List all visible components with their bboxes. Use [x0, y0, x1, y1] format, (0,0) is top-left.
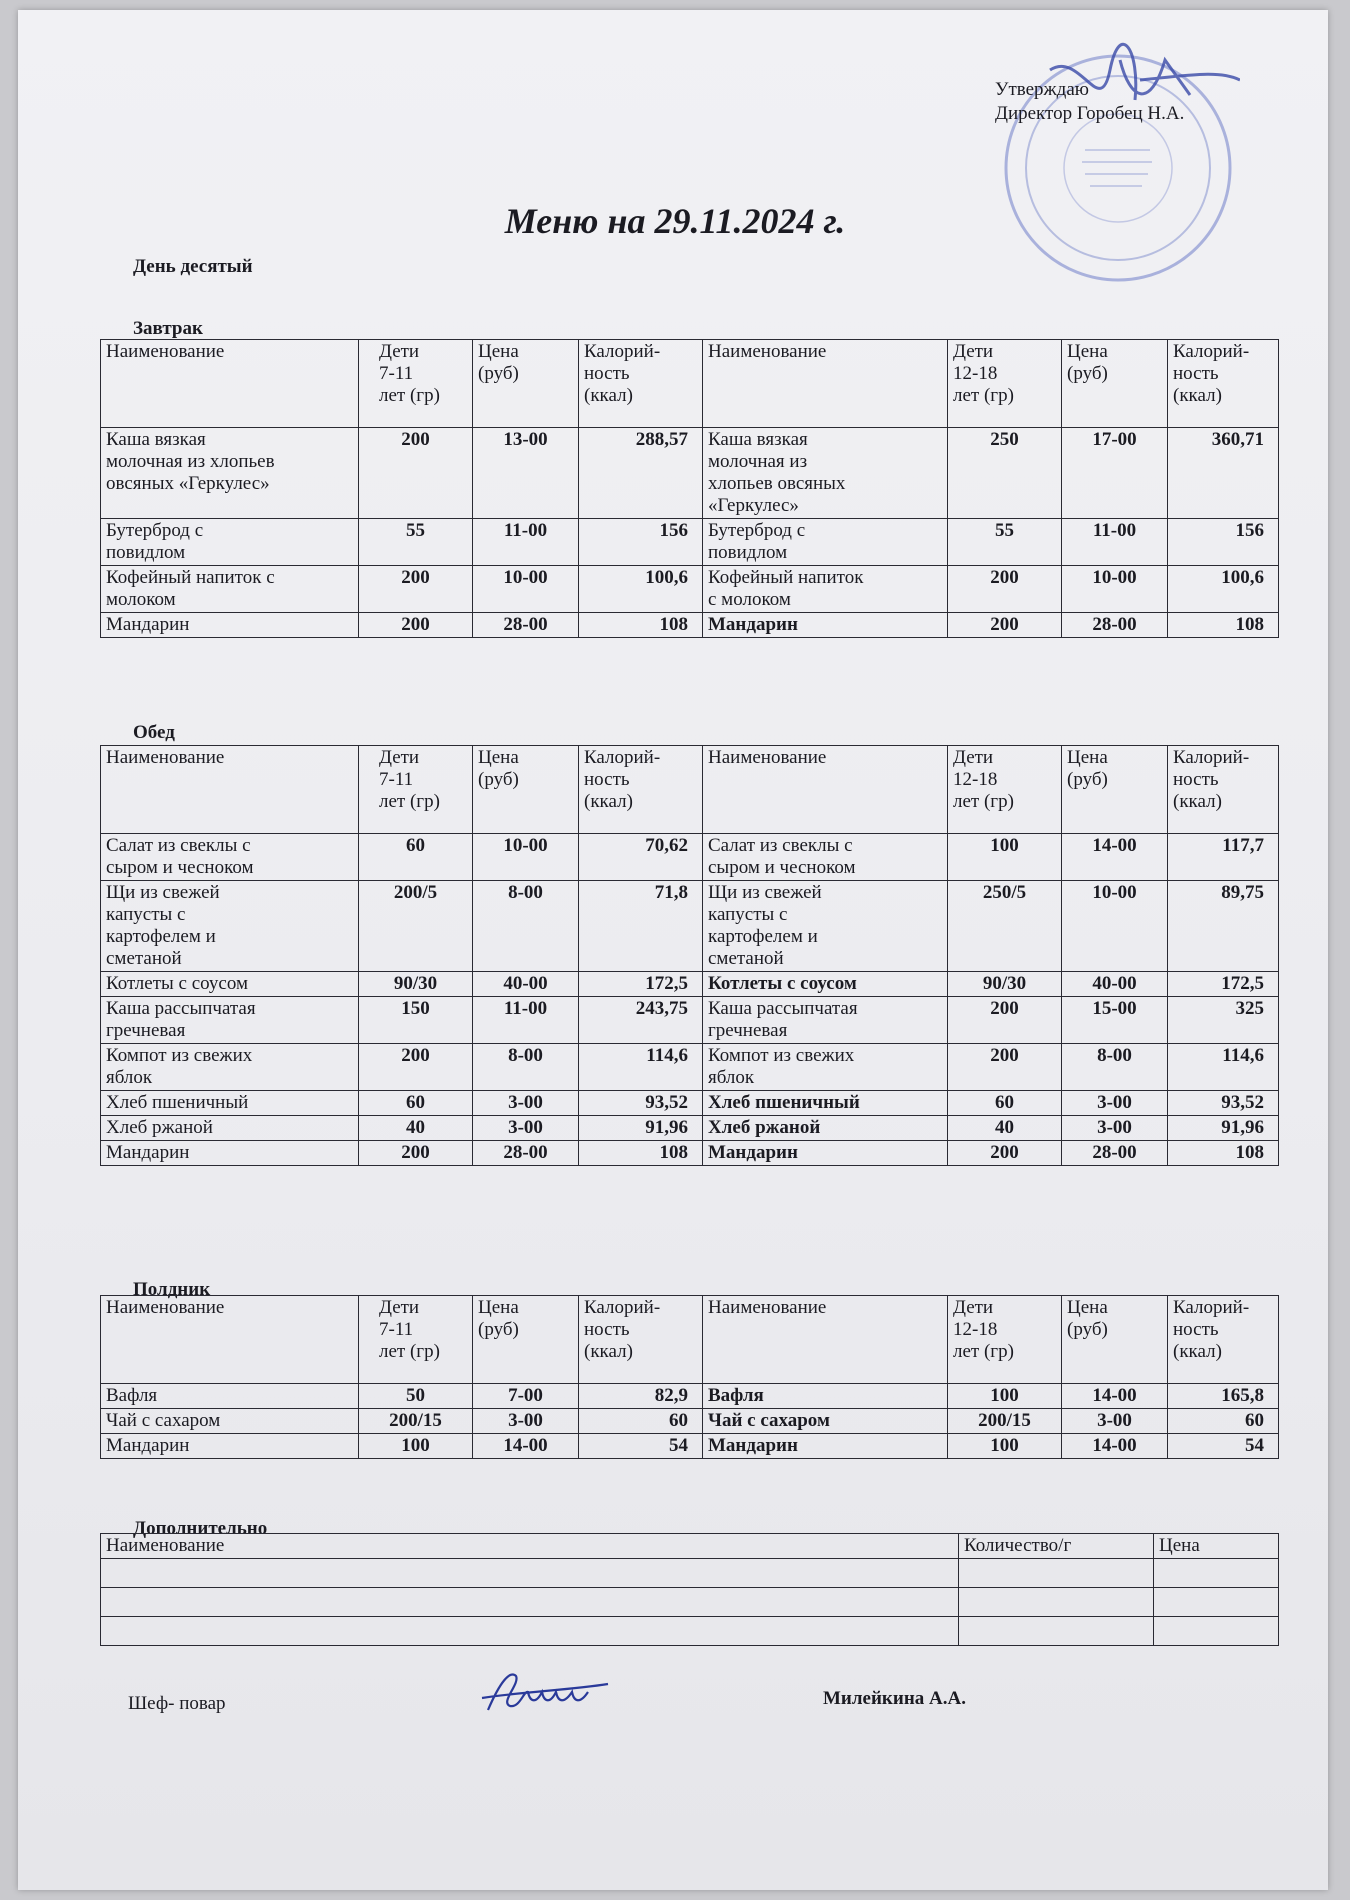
column-header — [948, 746, 1062, 834]
cell-line: лет (гр) — [953, 791, 1014, 812]
kcal-12-18: 108 — [1168, 613, 1279, 638]
kcal-12-18: 117,7 — [1168, 834, 1279, 881]
cell-line: Бутерброд с — [106, 520, 204, 541]
dish-name-12-18 — [703, 1434, 948, 1459]
cell-line: лет (гр) — [379, 1341, 440, 1362]
kcal-12-18: 89,75 — [1168, 881, 1279, 972]
cell-line: яблок — [708, 1067, 755, 1088]
cell-line: 12-18 — [953, 769, 998, 790]
cell-line: Мандарин — [708, 614, 798, 635]
cell-line: Каша вязкая — [106, 429, 206, 450]
price-7-11: 10-00 — [473, 834, 579, 881]
cell-line: Цена — [1067, 1297, 1108, 1318]
dish-name-7-11 — [101, 566, 359, 613]
cell-line: Дети — [953, 1297, 994, 1318]
cell-line: (руб) — [478, 363, 519, 384]
dish-name-12-18 — [703, 1384, 948, 1409]
column-header — [359, 340, 473, 428]
column-header — [579, 746, 703, 834]
cell-line: Калорий- — [584, 341, 661, 362]
price-7-11: 28-00 — [473, 613, 579, 638]
dish-name-12-18 — [703, 834, 948, 881]
kcal-12-18: 156 — [1168, 519, 1279, 566]
column-header — [1168, 746, 1279, 834]
column-header — [1168, 1296, 1279, 1384]
dish-name-12-18 — [703, 519, 948, 566]
table-row — [101, 519, 1279, 566]
cell-line: 7-11 — [379, 363, 414, 384]
cell-line: с молоком — [708, 589, 791, 610]
cell-line: Хлеб пшеничный — [106, 1092, 249, 1113]
cell-line: капусты с — [106, 904, 186, 925]
price-7-11: 40-00 — [473, 972, 579, 997]
cell-line: Салат из свеклы с — [106, 835, 251, 856]
portion-7-11: 100 — [359, 1434, 473, 1459]
column-header — [359, 746, 473, 834]
price-12-18: 14-00 — [1062, 834, 1168, 881]
cell-line: сыром и чесноком — [106, 857, 254, 878]
price-12-18: 8-00 — [1062, 1044, 1168, 1091]
cell-line: ность — [584, 363, 630, 384]
cell-line: Мандарин — [708, 1435, 798, 1456]
chef-signature-icon — [480, 1662, 610, 1722]
kcal-7-11: 114,6 — [579, 1044, 703, 1091]
price-12-18: 11-00 — [1062, 519, 1168, 566]
extra-table — [100, 1533, 1279, 1646]
price-7-11: 8-00 — [473, 881, 579, 972]
price-7-11: 3-00 — [473, 1091, 579, 1116]
portion-12-18: 40 — [948, 1116, 1062, 1141]
portion-7-11: 40 — [359, 1116, 473, 1141]
price-7-11: 11-00 — [473, 997, 579, 1044]
cell-line: Вафля — [106, 1385, 158, 1406]
price-12-18: 28-00 — [1062, 1141, 1168, 1166]
cell-line: гречневая — [106, 1020, 186, 1041]
price-7-11: 3-00 — [473, 1116, 579, 1141]
cell-line: Мандарин — [106, 1142, 190, 1163]
cell-line: сметаной — [708, 948, 784, 969]
cell-line: ность — [584, 769, 630, 790]
portion-7-11: 200 — [359, 566, 473, 613]
portion-7-11: 50 — [359, 1384, 473, 1409]
dish-name-7-11 — [101, 997, 359, 1044]
cell-line: хлопьев овсяных — [708, 473, 846, 494]
cell-line: 7-11 — [379, 1319, 414, 1340]
column-header: Количество/г — [959, 1534, 1154, 1559]
dish-name-12-18 — [703, 613, 948, 638]
dish-name-7-11 — [101, 1384, 359, 1409]
price-12-18: 10-00 — [1062, 566, 1168, 613]
cell-line: (ккал) — [584, 1341, 633, 1362]
column-header — [1168, 340, 1279, 428]
cell-line: Дети — [953, 341, 994, 362]
portion-7-11: 60 — [359, 834, 473, 881]
price-12-18: 3-00 — [1062, 1116, 1168, 1141]
price-12-18: 10-00 — [1062, 881, 1168, 972]
column-header: Наименование — [101, 1534, 959, 1559]
cell-line: Цена — [478, 1297, 519, 1318]
cell-line: Котлеты с соусом — [106, 973, 249, 994]
cell-line: Компот из свежих — [106, 1045, 253, 1066]
dish-name-7-11 — [101, 519, 359, 566]
table-row — [101, 1384, 1279, 1409]
chef-role: Шеф- повар — [128, 1693, 226, 1714]
cell-line: Чай с сахаром — [708, 1410, 830, 1431]
section-title-extra: Дополнительно — [133, 1518, 268, 1539]
cell-line: Дети — [379, 1297, 420, 1318]
column-header — [948, 340, 1062, 428]
dish-name-7-11 — [101, 1091, 359, 1116]
dish-name-12-18 — [703, 1116, 948, 1141]
dish-name-7-11 — [101, 1044, 359, 1091]
cell-line: Котлеты с соусом — [708, 973, 857, 994]
cell-line: лет (гр) — [379, 791, 440, 812]
table-row — [101, 1044, 1279, 1091]
table-row — [101, 1116, 1279, 1141]
table-row — [101, 1434, 1279, 1459]
cell-line: Хлеб ржаной — [106, 1117, 213, 1138]
kcal-12-18: 91,96 — [1168, 1116, 1279, 1141]
cell-line: 12-18 — [953, 363, 998, 384]
portion-7-11: 200 — [359, 1044, 473, 1091]
cell-line: Компот из свежих — [708, 1045, 855, 1066]
cell-line: Чай с сахаром — [106, 1410, 221, 1431]
cell-line: сметаной — [106, 948, 182, 969]
cell-line: ность — [1173, 1319, 1219, 1340]
cell-line: Бутерброд с — [708, 520, 806, 541]
day-label: День десятый — [133, 256, 253, 277]
price-7-11: 10-00 — [473, 566, 579, 613]
cell-line: (ккал) — [584, 385, 633, 406]
price-7-11: 14-00 — [473, 1434, 579, 1459]
price-12-18: 15-00 — [1062, 997, 1168, 1044]
table-row — [101, 997, 1279, 1044]
kcal-12-18: 60 — [1168, 1409, 1279, 1434]
cell-line: Хлеб пшеничный — [708, 1092, 860, 1113]
cell-line: молочная из — [708, 451, 808, 472]
portion-7-11: 150 — [359, 997, 473, 1044]
column-header — [473, 1296, 579, 1384]
approval-director: Директор Горобец Н.А. — [995, 103, 1185, 124]
dish-name-7-11 — [101, 1434, 359, 1459]
kcal-7-11: 108 — [579, 613, 703, 638]
cell-line: (руб) — [478, 1319, 519, 1340]
kcal-12-18: 360,71 — [1168, 428, 1279, 519]
table-header-row — [101, 746, 1279, 834]
table-row — [101, 613, 1279, 638]
price-7-11: 11-00 — [473, 519, 579, 566]
kcal-12-18: 165,8 — [1168, 1384, 1279, 1409]
dish-name-7-11 — [101, 428, 359, 519]
kcal-7-11: 288,57 — [579, 428, 703, 519]
menu-table — [100, 745, 1279, 1166]
column-header — [948, 1296, 1062, 1384]
portion-12-18: 100 — [948, 1434, 1062, 1459]
price-12-18: 3-00 — [1062, 1091, 1168, 1116]
cell-line: 7-11 — [379, 769, 414, 790]
portion-12-18: 200 — [948, 1141, 1062, 1166]
dish-name-12-18 — [703, 1044, 948, 1091]
table-row — [101, 881, 1279, 972]
table-row — [101, 1559, 1279, 1588]
cell-line: лет (гр) — [953, 1341, 1014, 1362]
portion-12-18: 200/15 — [948, 1409, 1062, 1434]
cell-line: Каша вязкая — [708, 429, 808, 450]
kcal-7-11: 172,5 — [579, 972, 703, 997]
price-7-11: 28-00 — [473, 1141, 579, 1166]
cell-line: Мандарин — [106, 1435, 190, 1456]
cell-line: гречневая — [708, 1020, 788, 1041]
cell-line: картофелем и — [708, 926, 818, 947]
column-header — [1062, 1296, 1168, 1384]
price-7-11: 7-00 — [473, 1384, 579, 1409]
menu-table — [100, 339, 1279, 638]
dish-name-12-18 — [703, 1091, 948, 1116]
cell-line: Кофейный напиток — [708, 567, 864, 588]
price-12-18: 3-00 — [1062, 1409, 1168, 1434]
cell-line: (руб) — [1067, 1319, 1108, 1340]
approval-line: Утверждаю — [995, 79, 1089, 100]
kcal-7-11: 100,6 — [579, 566, 703, 613]
portion-7-11: 200/5 — [359, 881, 473, 972]
cell-line: Щи из свежей — [708, 882, 822, 903]
approval-block — [995, 78, 1184, 126]
dish-name-12-18 — [703, 881, 948, 972]
dish-name-12-18 — [703, 566, 948, 613]
portion-12-18: 90/30 — [948, 972, 1062, 997]
price-12-18: 14-00 — [1062, 1434, 1168, 1459]
portion-12-18: 200 — [948, 1044, 1062, 1091]
cell-line: ность — [1173, 769, 1219, 790]
portion-7-11: 55 — [359, 519, 473, 566]
dish-name-12-18 — [703, 1409, 948, 1434]
cell-line: ность — [584, 1319, 630, 1340]
price-12-18: 14-00 — [1062, 1384, 1168, 1409]
column-header — [1062, 746, 1168, 834]
column-header — [579, 340, 703, 428]
table-row — [101, 428, 1279, 519]
table-row — [101, 1534, 1279, 1559]
cell-line: Мандарин — [106, 614, 190, 635]
section-title: Полдник — [133, 1279, 211, 1300]
cell-line: Дети — [379, 747, 420, 768]
portion-7-11: 60 — [359, 1091, 473, 1116]
chef-name: Милейкина А.А. — [823, 1688, 966, 1709]
cell-line: Цена — [478, 747, 519, 768]
column-header — [1062, 340, 1168, 428]
kcal-7-11: 60 — [579, 1409, 703, 1434]
cell-line: Хлеб ржаной — [708, 1117, 821, 1138]
cell-line: Каша рассыпчатая — [106, 998, 256, 1019]
price-7-11: 8-00 — [473, 1044, 579, 1091]
menu-table — [100, 1295, 1279, 1459]
cell-line: Цена — [1067, 747, 1108, 768]
portion-12-18: 55 — [948, 519, 1062, 566]
cell-line: ность — [1173, 363, 1219, 384]
column-header: Цена — [1154, 1534, 1279, 1559]
price-12-18: 28-00 — [1062, 613, 1168, 638]
cell-line: Калорий- — [1173, 747, 1250, 768]
cell-line: молочная из хлопьев — [106, 451, 275, 472]
portion-12-18: 250 — [948, 428, 1062, 519]
cell-line: (руб) — [1067, 769, 1108, 790]
cell-line: Цена — [478, 341, 519, 362]
kcal-7-11: 91,96 — [579, 1116, 703, 1141]
cell-line: Салат из свеклы с — [708, 835, 853, 856]
column-header: Наименование — [703, 746, 948, 834]
cell-line: Кофейный напиток с — [106, 567, 275, 588]
cell-line: Дети — [379, 341, 420, 362]
kcal-12-18: 108 — [1168, 1141, 1279, 1166]
column-header: Наименование — [101, 746, 359, 834]
portion-12-18: 200 — [948, 997, 1062, 1044]
cell-line: (руб) — [1067, 363, 1108, 384]
column-header: Наименование — [703, 1296, 948, 1384]
price-7-11: 13-00 — [473, 428, 579, 519]
portion-12-18: 100 — [948, 1384, 1062, 1409]
table-row — [101, 1091, 1279, 1116]
table-header-row — [101, 1296, 1279, 1384]
cell-line: повидлом — [708, 542, 788, 563]
cell-line: Калорий- — [1173, 341, 1250, 362]
kcal-12-18: 93,52 — [1168, 1091, 1279, 1116]
portion-7-11: 200/15 — [359, 1409, 473, 1434]
cell-line: Вафля — [708, 1385, 764, 1406]
cell-line: 12-18 — [953, 1319, 998, 1340]
dish-name-7-11 — [101, 1409, 359, 1434]
cell-line: Калорий- — [584, 747, 661, 768]
portion-12-18: 200 — [948, 613, 1062, 638]
section-title: Обед — [133, 722, 175, 743]
dish-name-7-11 — [101, 1116, 359, 1141]
kcal-12-18: 100,6 — [1168, 566, 1279, 613]
cell-line: Калорий- — [1173, 1297, 1250, 1318]
dish-name-12-18 — [703, 1141, 948, 1166]
cell-line: (ккал) — [584, 791, 633, 812]
dish-name-12-18 — [703, 428, 948, 519]
cell-line: Каша рассыпчатая — [708, 998, 858, 1019]
page-title: Меню на 29.11.2024 г. — [504, 201, 846, 241]
table-row — [101, 566, 1279, 613]
column-header — [579, 1296, 703, 1384]
kcal-7-11: 108 — [579, 1141, 703, 1166]
dish-name-7-11 — [101, 1141, 359, 1166]
cell-line: молоком — [106, 589, 176, 610]
cell-line: овсяных «Геркулес» — [106, 473, 270, 494]
cell-line: Щи из свежей — [106, 882, 220, 903]
table-header-row — [101, 340, 1279, 428]
cell-line: лет (гр) — [379, 385, 440, 406]
kcal-12-18: 114,6 — [1168, 1044, 1279, 1091]
dish-name-7-11 — [101, 613, 359, 638]
portion-7-11: 90/30 — [359, 972, 473, 997]
table-row — [101, 834, 1279, 881]
column-header: Наименование — [101, 340, 359, 428]
dish-name-7-11 — [101, 972, 359, 997]
column-header: Наименование — [101, 1296, 359, 1384]
dish-name-12-18 — [703, 997, 948, 1044]
column-header — [473, 340, 579, 428]
table-row — [101, 1141, 1279, 1166]
cell-line: Дети — [953, 747, 994, 768]
portion-7-11: 200 — [359, 613, 473, 638]
kcal-7-11: 54 — [579, 1434, 703, 1459]
cell-line: повидлом — [106, 542, 186, 563]
cell-line: Калорий- — [584, 1297, 661, 1318]
portion-12-18: 60 — [948, 1091, 1062, 1116]
price-7-11: 3-00 — [473, 1409, 579, 1434]
cell-line: Цена — [1067, 341, 1108, 362]
cell-line: яблок — [106, 1067, 153, 1088]
dish-name-12-18 — [703, 972, 948, 997]
portion-7-11: 200 — [359, 428, 473, 519]
cell-line: картофелем и — [106, 926, 216, 947]
column-header — [359, 1296, 473, 1384]
cell-line: (руб) — [478, 769, 519, 790]
cell-line: «Геркулес» — [708, 495, 799, 516]
portion-12-18: 250/5 — [948, 881, 1062, 972]
kcal-7-11: 93,52 — [579, 1091, 703, 1116]
price-12-18: 40-00 — [1062, 972, 1168, 997]
cell-line: сыром и чесноком — [708, 857, 856, 878]
kcal-12-18: 54 — [1168, 1434, 1279, 1459]
kcal-7-11: 156 — [579, 519, 703, 566]
table-row — [101, 1617, 1279, 1646]
section-title: Завтрак — [133, 318, 203, 339]
kcal-7-11: 70,62 — [579, 834, 703, 881]
kcal-12-18: 325 — [1168, 997, 1279, 1044]
portion-7-11: 200 — [359, 1141, 473, 1166]
kcal-12-18: 172,5 — [1168, 972, 1279, 997]
portion-12-18: 200 — [948, 566, 1062, 613]
table-row — [101, 1588, 1279, 1617]
portion-12-18: 100 — [948, 834, 1062, 881]
kcal-7-11: 82,9 — [579, 1384, 703, 1409]
cell-line: Мандарин — [708, 1142, 798, 1163]
cell-line: капусты с — [708, 904, 788, 925]
cell-line: (ккал) — [1173, 791, 1222, 812]
dish-name-7-11 — [101, 881, 359, 972]
column-header: Наименование — [703, 340, 948, 428]
table-row — [101, 972, 1279, 997]
table-row — [101, 1409, 1279, 1434]
kcal-7-11: 71,8 — [579, 881, 703, 972]
column-header — [473, 746, 579, 834]
kcal-7-11: 243,75 — [579, 997, 703, 1044]
cell-line: (ккал) — [1173, 385, 1222, 406]
dish-name-7-11 — [101, 834, 359, 881]
price-12-18: 17-00 — [1062, 428, 1168, 519]
cell-line: (ккал) — [1173, 1341, 1222, 1362]
cell-line: лет (гр) — [953, 385, 1014, 406]
